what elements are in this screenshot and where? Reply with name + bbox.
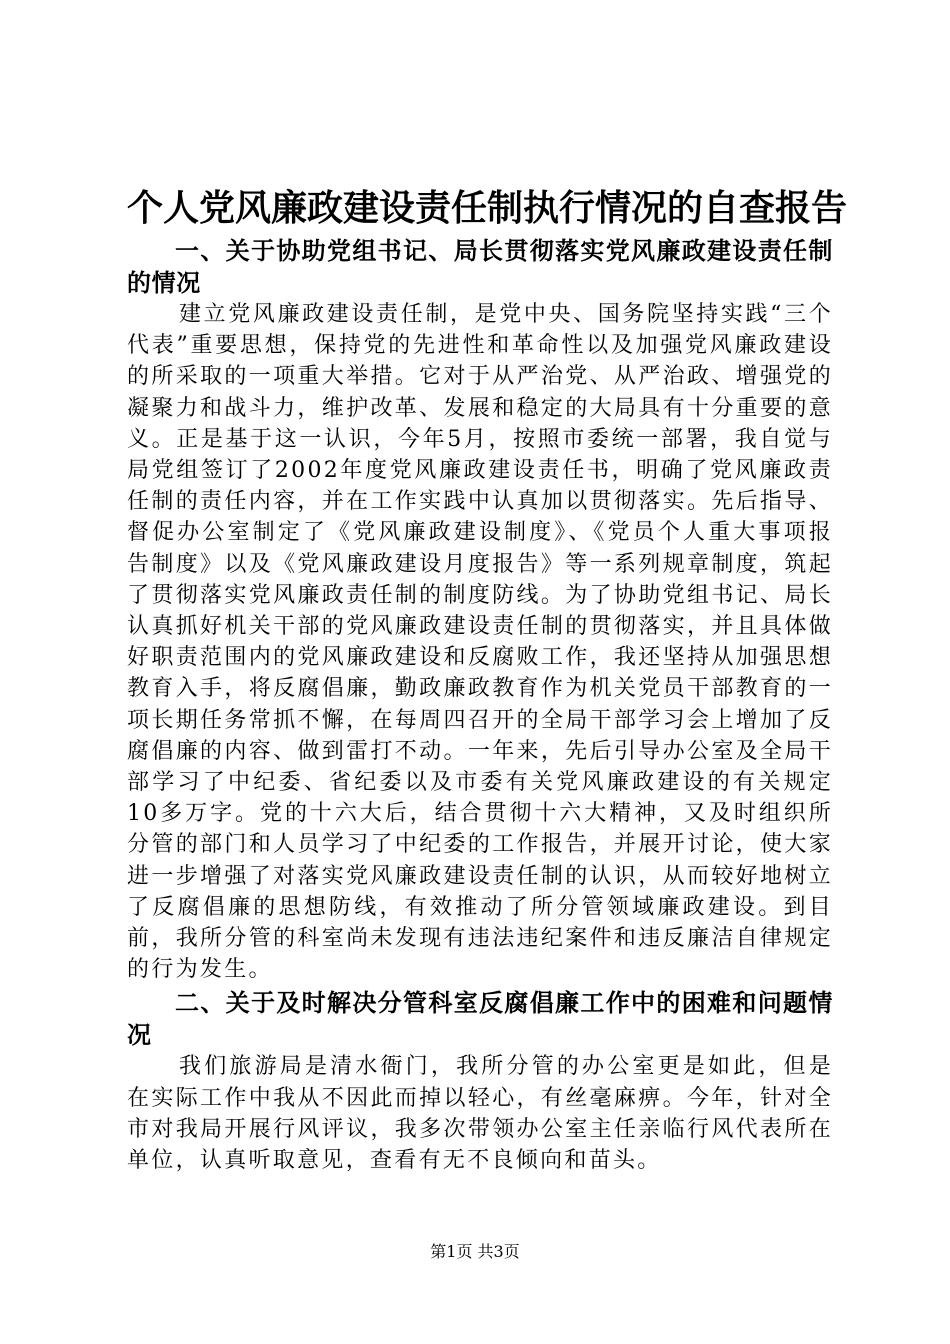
- section-heading-2: 二、关于及时解决分管科室反腐倡廉工作中的困难和问题情况: [127, 989, 833, 1050]
- section-heading-1: 一、关于协助党组书记、局长贯彻落实党风廉政建设责任制的情况: [127, 237, 833, 297]
- section-2-paragraph: 我们旅游局是清水衙门，我所分管的办公室更是如此，但是在实际工作中我从不因此而掉以轻心，有丝毫麻痹。今年，针对全市对我局开展行风评议，我多次带领办公室主任亲临行风代表所在单位，认真听取意见，查看有无不良倾向和苗头。: [127, 1054, 833, 1174]
- document-title: 个人党风廉政建设责任制执行情况的自查报告: [127, 188, 848, 229]
- document-body: [127, 183, 848, 1176]
- section-1-paragraph: 建立党风廉政建设责任制，是党中央、国务院坚持实践“三个代表”重要思想，保持党的先进性和革命性以及加强党风廉政建设的所采取的一项重大举措。它对于从严治党、从严治政、增强党的凝聚力和战斗力，维护改革、发展和稳定的大局具有十分重要的意义。正是基于这一认识，今年5月，按照市委统一部署，我自觉与局党组签订了2002年度党风廉政建设责任书，明确了党风廉政责任制的责任内容，并在工作实践中认真加以贯彻落实。先后指导、督促办公室制定了《党风廉政建设制度》、《党员个人重大事项报告制度》以及《党风廉政建设月度报告》等一系列规章制度，筑起了贯彻落实党风廉政责任制的制度防线。为了协助党组书记、局长认真抓好机关干部的党风廉政建设责任制的贯彻落实，并且具体做好职责范围内的党风廉政建设和反腐败工作，我还坚持从加强思想教育入手，将反腐倡廉，勤政廉政教育作为机关党员干部教育的一项长期任务常抓不懈，在每周四召开的全局干部学习会上增加了反腐倡廉的内容、做到雷打不动。一年来，先后引导办公室及全局干部学习了中纪委、省纪委以及市委有关党风廉政建设的有关规定10多万字。党的十六大后，结合贯彻十六大精神，又及时组织所分管的部门和人员学习了中纪委的工作报告，并展开讨论，使大家进一步增强了对落实党风廉政建设责任制的认识，从而较好地树立了反腐倡廉的思想防线，有效推动了所分管领域廉政建设。到目前，我所分管的科室尚未发现有违法违纪案件和违反廉洁自律规定的行为发生。: [127, 302, 833, 983]
- page-footer: 第1页 共3页: [430, 1242, 520, 1261]
